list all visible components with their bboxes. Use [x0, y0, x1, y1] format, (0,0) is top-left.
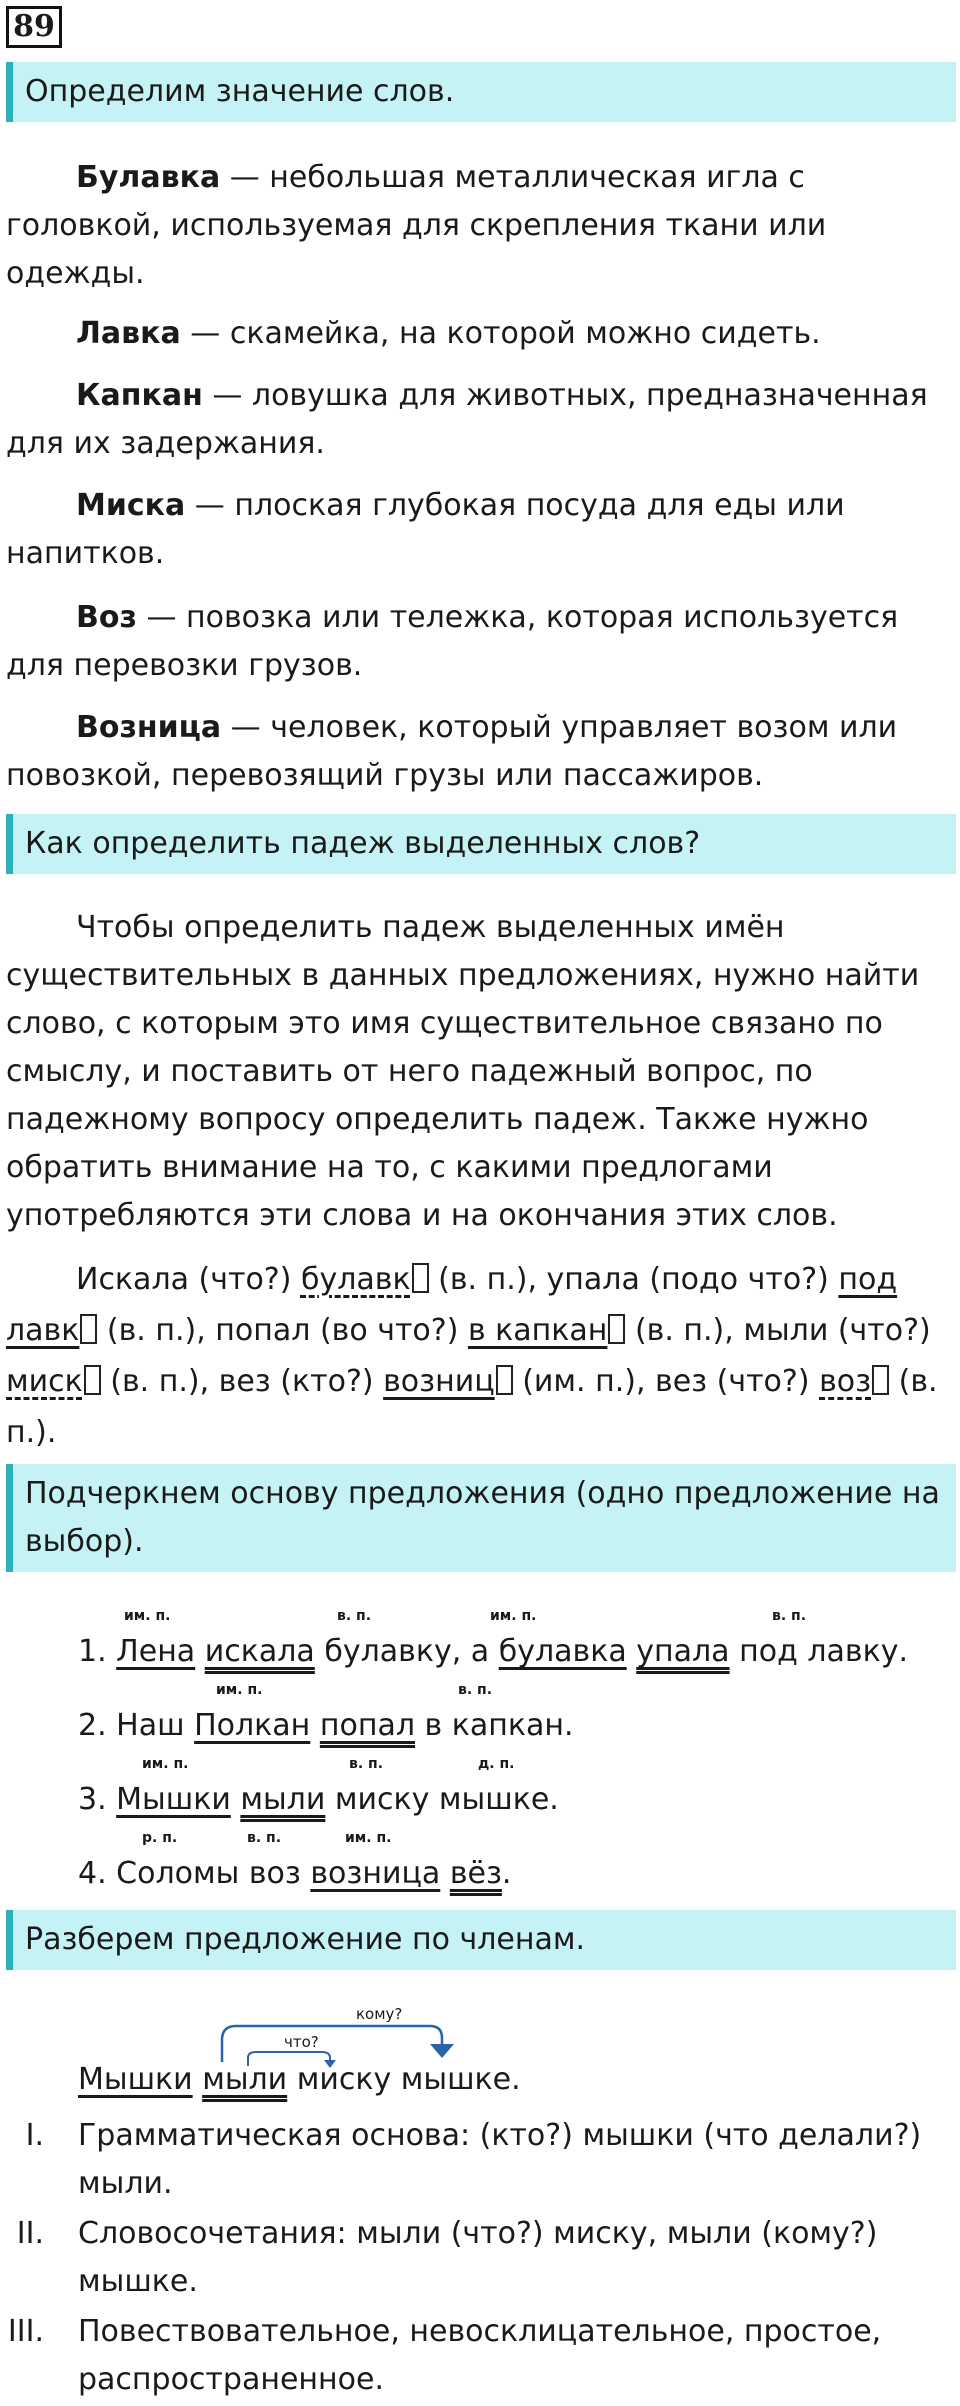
label-whom: кому? [356, 2005, 403, 2023]
predicate: мыли [202, 2062, 288, 2097]
subject: Полкан [194, 1708, 311, 1743]
subject: Мышки [116, 1782, 231, 1817]
list-item-basis: Грамматическая основа: (кто?) мышки (что делали?) мыли. [78, 2118, 922, 2201]
subject: Мышки [78, 2062, 193, 2097]
definition-bulavka: Булавка — небольшая металлическая игла с головкой, используемая для скрепления ткани или одежды. [6, 160, 827, 291]
predicate: упала [636, 1634, 730, 1669]
definition-kapkan: Капкан — ловушка для животных, предназначенная для их задержания. [6, 378, 928, 461]
sentence-4: 4. Соломы воз возница вёз. [78, 1856, 512, 1891]
case-tag: им. п. [490, 1608, 537, 1624]
section-heading-meanings: Определим значение слов. [6, 62, 956, 122]
definition-miska: Миска — плоская глубокая посуда для еды или напитков. [6, 488, 845, 571]
arrow-whom [222, 2026, 442, 2062]
case-tag: им. п. [216, 1682, 263, 1698]
predicate: искала [204, 1634, 315, 1669]
case-tag: в. п. [349, 1756, 384, 1772]
list-number: II. [16, 2216, 44, 2251]
predicate: попал [319, 1708, 416, 1743]
case-analysis: Искала (что?) булавк (в. п.), упала (подо что?) под лавк (в. п.), попал (во что?) в капкан (в. п.), мыли (что?) миск (в. п.), вез (кто?) возниц (им. п.), вез (что?) воз (в. п.). [6, 1262, 938, 1450]
case-tag: в. п. [458, 1682, 493, 1698]
sentence-1: 1. Лена искала булавку, а булавка упала под лавку. [78, 1634, 908, 1669]
task-number: 89 [6, 6, 62, 48]
subject: возница [310, 1856, 441, 1891]
case-explanation: Чтобы определить падеж выделенных имён существительных в данных предложениях, нужно найти слово, с которым это имя существительное связано по смыслу, и поставить от него падежный вопрос, по падежному вопросу определить падеж. Также нужно обратить внимание на то, с какими предлогами употребляются эти слова и на окончания этих слов. [6, 910, 920, 1233]
list-item-phrases: Словосочетания: мыли (что?) миску, мыли (кому?) мышке. [78, 2216, 878, 2299]
list-number: III. [7, 2314, 44, 2349]
definition-lavka: Лавка — скамейка, на которой можно сидеть. [76, 316, 821, 351]
case-tag: в. п. [337, 1608, 372, 1624]
sentence-2: 2. Наш Полкан попал в капкан. [78, 1708, 574, 1743]
case-tag: в. п. [772, 1608, 807, 1624]
predicate: мыли [240, 1782, 326, 1817]
case-tag: им. п. [345, 1830, 392, 1846]
label-what: что? [284, 2033, 319, 2051]
definition-voz: Воз — повозка или тележка, которая используется для перевозки грузов. [6, 600, 899, 683]
list-number: I. [25, 2118, 44, 2153]
section-heading-basis: Подчеркнем основу предложения (одно предложение на выбор). [6, 1464, 956, 1572]
section-heading-members: Разберем предложение по членам. [6, 1910, 956, 1970]
case-tag: в. п. [247, 1830, 282, 1846]
case-tag: им. п. [124, 1608, 171, 1624]
list-item-characteristics: Повествовательное, невосклицательное, простое, распространенное. [78, 2314, 882, 2397]
definition-voznitsa: Возница — человек, который управляет возом или повозкой, перевозящий грузы или пассажиров. [6, 710, 898, 793]
sentence-analysis: Мышки мыли миску мышке. [78, 2062, 521, 2097]
case-tag: р. п. [142, 1830, 178, 1846]
section-heading-case: Как определить падеж выделенных слов? [6, 814, 956, 874]
arrow-whom-head [430, 2044, 454, 2058]
subject: булавка [498, 1634, 627, 1669]
case-tag: им. п. [142, 1756, 189, 1772]
sentence-3: 3. Мышки мыли миску мышке. [78, 1782, 559, 1817]
case-tag: д. п. [478, 1756, 515, 1772]
predicate: вёз [449, 1856, 502, 1891]
subject: Лена [116, 1634, 196, 1669]
